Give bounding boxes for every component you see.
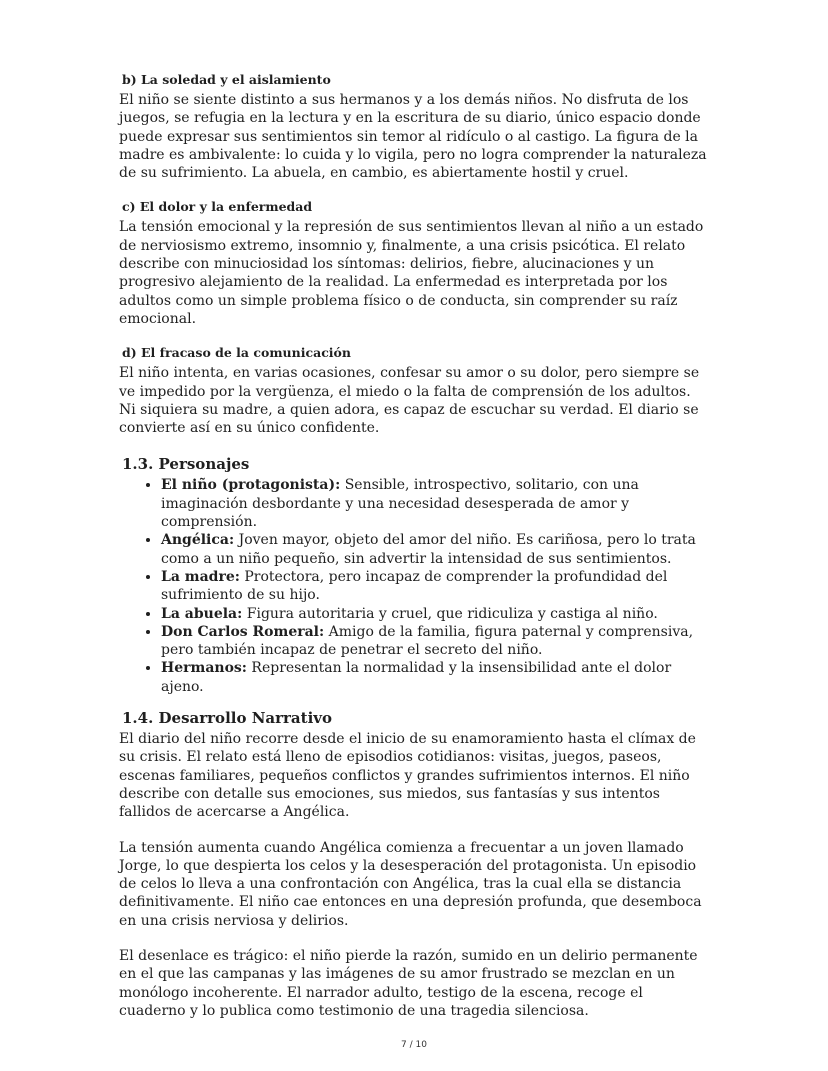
document-page <box>119 72 711 1037</box>
character-desc: Figura autoritaria y cruel, que ridiculiza y castiga al niño. <box>242 605 658 622</box>
character-name: Angélica: <box>161 532 235 549</box>
character-desc: Sensible, introspectivo, solitario, con una imaginación desbordante y una necesidad desesperada de amor y comprensión. <box>161 477 639 531</box>
section-comunicacion <box>119 345 711 437</box>
section-paragraph: El niño intenta, en varias ocasiones, confesar su amor o su dolor, pero siempre se ve impedido por la vergüenza, el miedo o la falta de comprensión de los adultos. Ni siquiera su madre, a quien adora, es capaz de escuchar su verdad. El diario se convierte así en su único confidente. <box>119 365 700 437</box>
personajes-title: 1.3. Personajes <box>122 455 250 474</box>
character-desc: Joven mayor, objeto del amor del niño. Es cariñosa, pero lo trata como a un niño pequeño, sin advertir la intensidad de sus sentimientos. <box>161 532 696 567</box>
section-paragraph: El niño se siente distinto a sus hermanos y a los demás niños. No disfruta de los juegos, se refugia en la lectura y en la escritura de su diario, único espacio donde puede expresar sus sentimientos sin temor al ridículo o al castigo. La figura de la madre es ambivalente: lo cuida y lo vigila, pero no logra comprender la naturaleza de su sufrimiento. La abuela, en cambio, es abiertamente hostil y cruel. <box>119 92 707 182</box>
section-dolor <box>119 199 711 328</box>
list-item <box>161 568 711 605</box>
narrative-paragraph: El desenlace es trágico: el niño pierde la razón, sumido en un delirio permanente en el que las campanas y las imágenes de su amor frustrado se mezclan en un monólogo incoherente. El narrador adulto, testigo de la escena, recoge el cuaderno y lo publica como testimonio de una tragedia silenciosa. <box>119 947 698 1019</box>
section-heading: d) El fracaso de la comunicación <box>122 345 351 361</box>
desarrollo-title: 1.4. Desarrollo Narrativo <box>122 709 332 728</box>
character-desc: Protectora, pero incapaz de comprender la profundidad del sufrimiento de su hijo. <box>161 568 668 604</box>
list-item <box>161 605 711 623</box>
character-name: Hermanos: <box>161 660 247 677</box>
section-heading: b) La soledad y el aislamiento <box>122 72 331 87</box>
section-soledad <box>119 72 711 182</box>
list-item <box>161 531 711 568</box>
list-item <box>161 623 711 660</box>
narrative-paragraph: El diario del niño recorre desde el inicio de su enamoramiento hasta el clímax de su crisis. El relato está lleno de episodios cotidianos: visitas, juegos, paseos, escenas familiares, pequeños conflictos y grandes sufrimientos internos. El niño describe con detalle sus emociones, sus miedos, sus fantasías y sus intentos fallidos de acercarse a Angélica. <box>119 731 696 821</box>
list-item <box>161 659 711 696</box>
character-desc: Representan la normalidad y la insensibilidad ante el dolor ajeno. <box>161 660 672 695</box>
character-name: La abuela: <box>161 605 243 622</box>
list-item <box>161 476 711 531</box>
section-heading: c) El dolor y la enfermedad <box>122 199 313 215</box>
narrative-paragraph: La tensión aumenta cuando Angélica comienza a frecuentar a un joven llamado Jorge, lo que despierta los celos y la desesperación del protagonista. Un episodio de celos lo lleva a una confrontación con Angélica, tras la cual ella se distancia definitivamente. El niño cae entonces en una depresión profunda, que desemboca en una crisis nerviosa y delirios. <box>119 839 702 929</box>
character-desc: Amigo de la familia, figura paternal y comprensiva, pero también incapaz de penetrar el secreto del niño. <box>161 623 694 659</box>
personajes-list <box>119 476 711 696</box>
character-name: El niño (protagonista): <box>161 477 341 494</box>
character-name: Don Carlos Romeral: <box>161 623 325 640</box>
character-name: La madre: <box>161 568 240 585</box>
section-paragraph: La tensión emocional y la represión de sus sentimientos llevan al niño a un estado de nerviosismo extremo, insomnio y, finalmente, a una crisis psicótica. El relato describe con minuciosidad los síntomas: delirios, fiebre, alucinaciones y un progresivo alejamiento de la realidad. La enfermedad es interpretada por los adultos como un simple problema físico o de conducta, sin comprender su raíz emocional. <box>119 219 704 327</box>
page-number: 7 / 10 <box>401 1040 427 1050</box>
